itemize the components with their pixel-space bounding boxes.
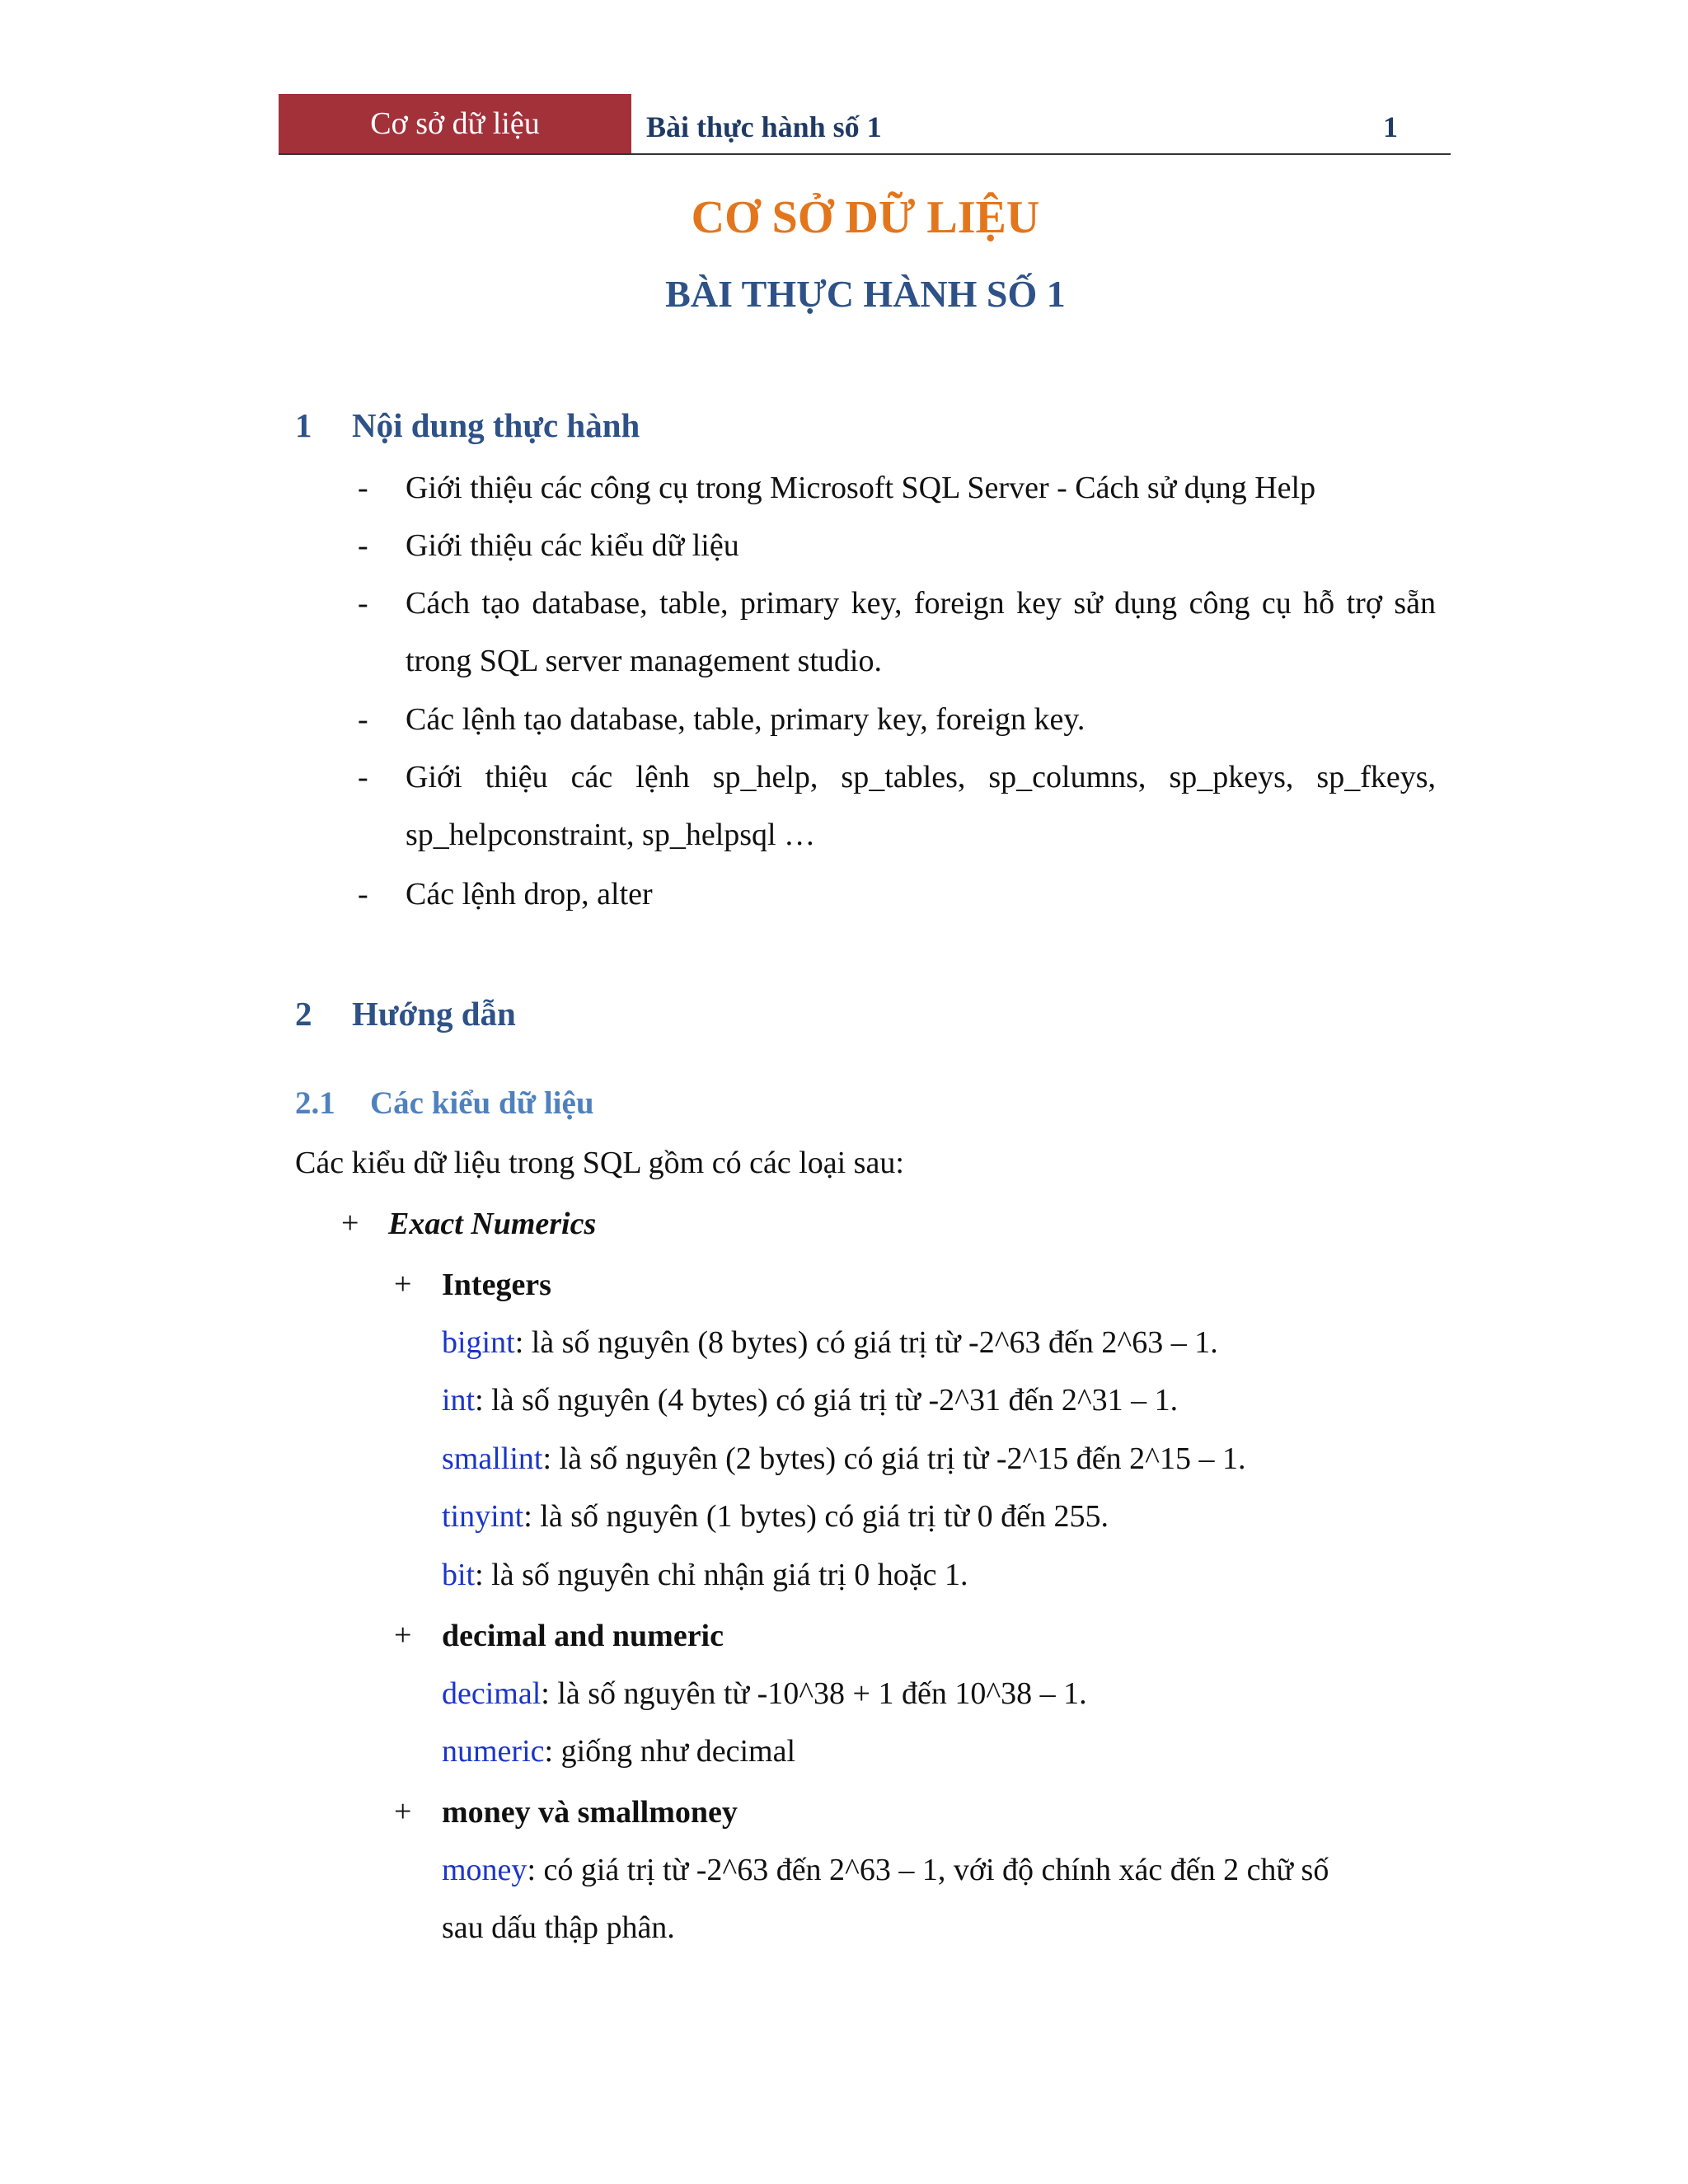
datatype-description: : là số nguyên (2 bytes) có giá trị từ -2^15 đến 2^15 – 1. xyxy=(542,1441,1246,1476)
datatype-entry xyxy=(442,1554,968,1596)
list-item: Giới thiệu các kiểu dữ liệu xyxy=(406,528,739,563)
datatype-keyword: money xyxy=(442,1853,528,1887)
list-item: Các lệnh drop, alter xyxy=(406,877,653,912)
subsection-number: 2.1 xyxy=(295,1085,335,1121)
bullet-dash: - xyxy=(358,760,368,794)
bullet-dash: - xyxy=(358,528,368,563)
datatype-entry xyxy=(442,1380,1178,1421)
header-tag: Cơ sở dữ liệu xyxy=(279,94,631,153)
bullet-dash: - xyxy=(358,586,368,621)
plus-bullet: + xyxy=(394,1618,412,1652)
plus-bullet: + xyxy=(341,1206,359,1240)
category-exact-numerics: Exact Numerics xyxy=(388,1207,597,1241)
datatype-description: : là số nguyên (1 bytes) có giá trị từ 0 đến 255. xyxy=(523,1499,1109,1534)
group-decimal-numeric: decimal and numeric xyxy=(442,1619,724,1653)
datatype-entry xyxy=(442,1438,1246,1479)
datatype-keyword: tinyint xyxy=(442,1499,524,1534)
datatype-keyword: int xyxy=(442,1383,476,1418)
datatype-keyword: bigint xyxy=(442,1325,515,1360)
datatype-keyword: smallint xyxy=(442,1441,543,1476)
datatype-entry xyxy=(442,1673,1087,1714)
datatype-entry-continuation: sau dấu thập phân. xyxy=(442,1910,675,1945)
section-title: Hướng dẫn xyxy=(352,995,516,1033)
bullet-dash: - xyxy=(358,471,368,505)
list-item: Các lệnh tạo database, table, primary key, foreign key. xyxy=(406,702,1085,737)
document-title: CƠ SỞ DỮ LIỆU xyxy=(691,192,1040,243)
section-title: Nội dung thực hành xyxy=(352,406,640,444)
list-item: Giới thiệu các lệnh sp_help, sp_tables, sp_columns, sp_pkeys, sp_fkeys, sp_helpconstraint, sp_helpsql … xyxy=(406,760,1436,852)
subsection-2-1-heading xyxy=(295,1085,594,1122)
section-2-heading xyxy=(295,994,516,1033)
datatype-description: : giống như decimal xyxy=(544,1734,795,1769)
section-1-heading xyxy=(295,405,640,445)
datatype-description: : là số nguyên (8 bytes) có giá trị từ -2^63 đến 2^63 – 1. xyxy=(514,1325,1218,1360)
datatype-keyword: decimal xyxy=(442,1676,542,1711)
datatype-description: : có giá trị từ -2^63 đến 2^63 – 1, với độ chính xác đến 2 chữ số xyxy=(527,1853,1329,1887)
section-number: 1 xyxy=(295,406,312,444)
list-item: Cách tạo database, table, primary key, foreign key sử dụng công cụ hỗ trợ sẵn trong SQL server management studio. xyxy=(406,586,1436,678)
bullet-dash: - xyxy=(358,702,368,737)
datatype-entry xyxy=(442,1322,1218,1363)
datatype-description: : là số nguyên (4 bytes) có giá trị từ -2^31 đến 2^31 – 1. xyxy=(475,1383,1179,1418)
list-item: Giới thiệu các công cụ trong Microsoft SQL Server - Cách sử dụng Help xyxy=(406,471,1316,505)
group-money: money và smallmoney xyxy=(442,1795,738,1830)
section-number: 2 xyxy=(295,995,312,1033)
intro-paragraph: Các kiểu dữ liệu trong SQL gồm có các loại sau: xyxy=(295,1146,904,1180)
datatype-entry xyxy=(442,1496,1109,1537)
datatype-description: : là số nguyên chỉ nhận giá trị 0 hoặc 1. xyxy=(475,1558,968,1592)
datatype-keyword: numeric xyxy=(442,1734,545,1769)
bullet-dash: - xyxy=(358,877,368,912)
datatype-description: : là số nguyên từ -10^38 + 1 đến 10^38 – 1. xyxy=(541,1676,1087,1711)
page-header xyxy=(279,94,1451,155)
page-number: 1 xyxy=(1383,110,1398,143)
header-title: Bài thực hành số 1 xyxy=(646,110,882,143)
datatype-entry xyxy=(442,1849,1329,1891)
datatype-entry xyxy=(442,1731,795,1772)
document-subtitle: BÀI THỰC HÀNH SỐ 1 xyxy=(665,273,1066,315)
plus-bullet: + xyxy=(394,1267,412,1301)
group-integers: Integers xyxy=(442,1268,551,1302)
datatype-keyword: bit xyxy=(442,1558,476,1592)
plus-bullet: + xyxy=(394,1794,412,1829)
subsection-title: Các kiểu dữ liệu xyxy=(370,1085,594,1121)
